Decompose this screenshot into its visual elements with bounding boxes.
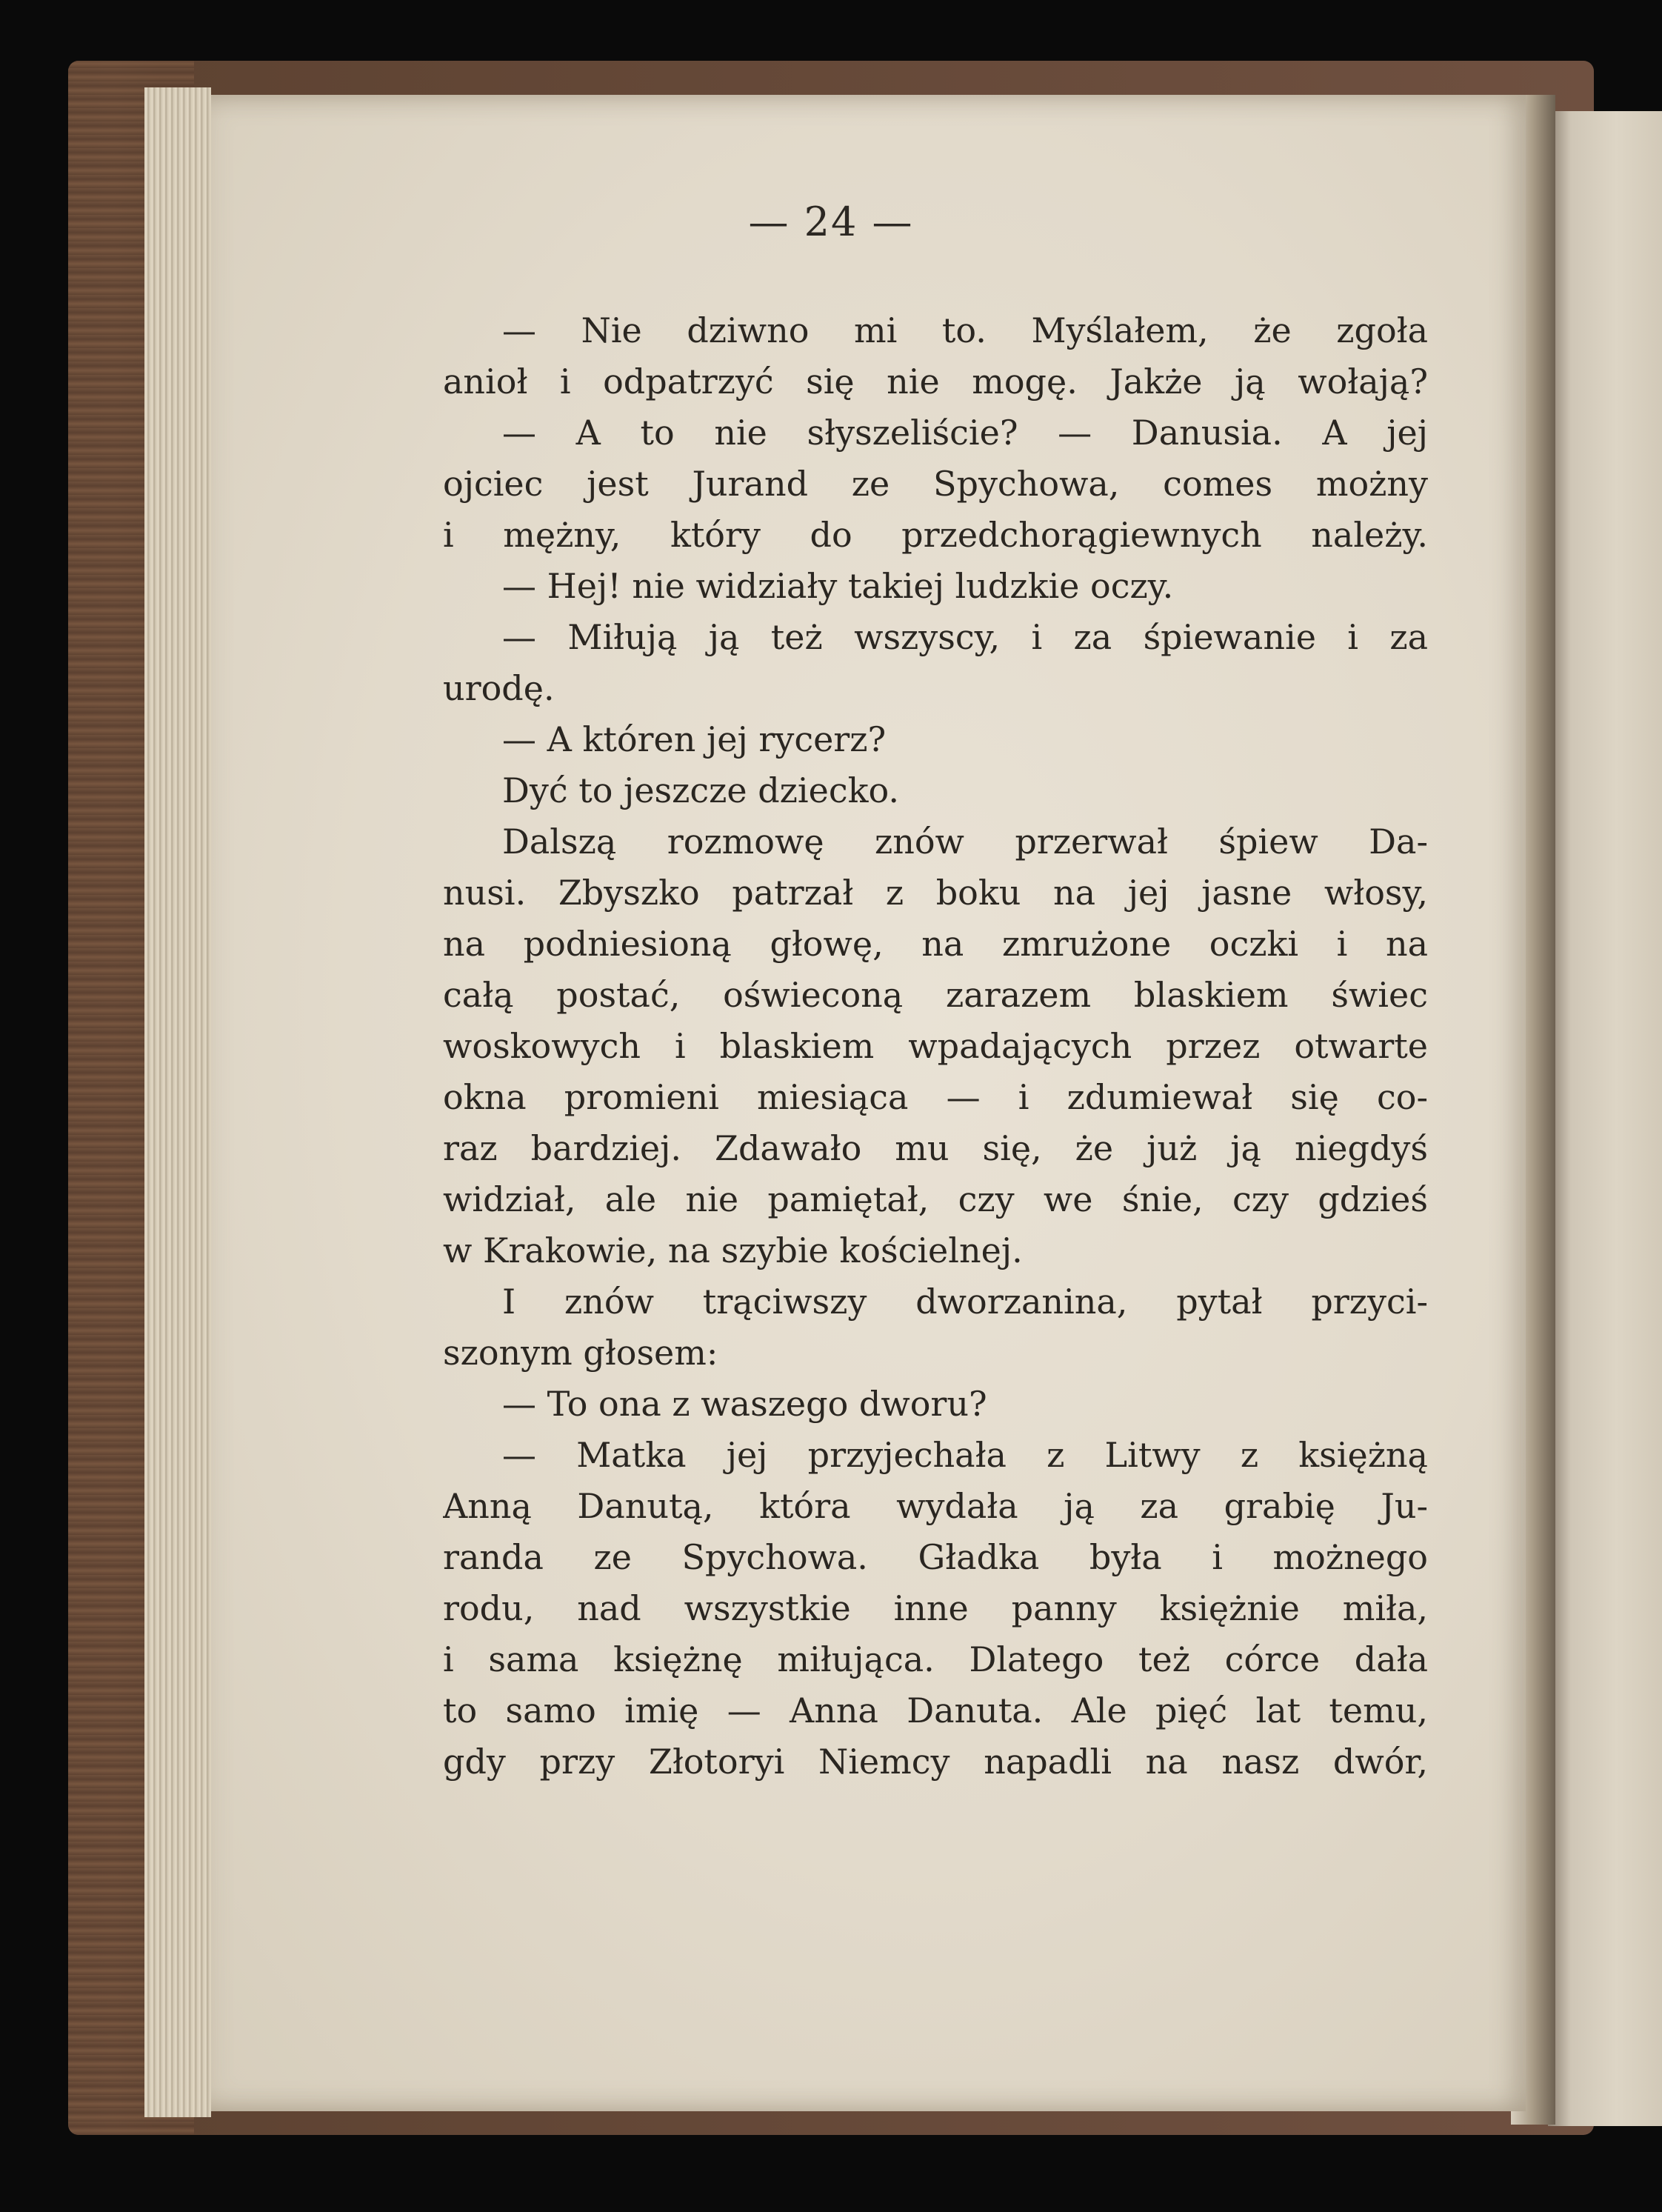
text-line: — Matka jej przyjechała z Litwy z księżną (502, 1435, 1428, 1475)
text-line: gdy przy Złotoryi Niemcy napadli na nasz dwór, (443, 1742, 1428, 1782)
text-line: I znów trąciwszy dworzanina, pytał przyci- (502, 1282, 1428, 1322)
text-line: rodu, nad wszystkie inne panny księżnie miła, (443, 1588, 1428, 1628)
text-line: — Hej! nie widziały takiej ludzkie oczy. (502, 566, 1174, 606)
text-line: — Miłują ją też wszyscy, i za śpiewanie i za (502, 617, 1428, 657)
text-line: i mężny, który do przedchorągiewnych należy. (443, 515, 1428, 555)
text-line: urodę. (443, 668, 555, 708)
text-line: Dalszą rozmowę znów przerwał śpiew Da- (502, 822, 1428, 862)
text-line: — A to nie słyszeliście? — Danusia. A jej (502, 413, 1428, 453)
text-line: — Nie dziwno mi to. Myślałem, że zgoła (502, 310, 1428, 350)
text-line: w Krakowie, na szybie kościelnej. (443, 1230, 1023, 1270)
text-line: raz bardziej. Zdawało mu się, że już ją niegdyś (443, 1128, 1428, 1168)
page-edges (144, 87, 211, 2117)
text-line: ojciec jest Jurand ze Spychowa, comes możny (443, 464, 1428, 504)
text-line: anioł i odpatrzyć się nie mogę. Jakże ją wołają? (443, 362, 1428, 402)
page-number: — 24 — (748, 199, 914, 245)
text-line: — To ona z waszego dworu? (502, 1384, 987, 1424)
text-line: nusi. Zbyszko patrzał z boku na jej jasne włosy, (443, 873, 1428, 913)
text-line: całą postać, oświeconą zarazem blaskiem świec (443, 975, 1428, 1015)
text-line: okna promieni miesiąca — i zdumiewał się co- (443, 1077, 1428, 1117)
text-line: — A któren jej rycerz? (502, 719, 887, 759)
text-line: i sama księżnę miłująca. Dlatego też córce dała (443, 1639, 1428, 1679)
text-line: Anną Danutą, która wydała ją za grabię Ju- (443, 1486, 1428, 1526)
page-text (443, 305, 1428, 1788)
text-line: to samo imię — Anna Danuta. Ale pięć lat temu, (443, 1690, 1428, 1730)
facing-page-edge (1548, 111, 1662, 2126)
text-line: na podniesioną głowę, na zmrużone oczki i na (443, 924, 1428, 964)
text-line: widział, ale nie pamiętał, czy we śnie, czy gdzieś (443, 1179, 1428, 1219)
text-line: woskowych i blaskiem wpadających przez otwarte (443, 1026, 1428, 1066)
text-line: szonym głosem: (443, 1333, 718, 1373)
text-line: Dyć to jeszcze dziecko. (502, 770, 899, 810)
text-line: randa ze Spychowa. Gładka była i możnego (443, 1537, 1428, 1577)
